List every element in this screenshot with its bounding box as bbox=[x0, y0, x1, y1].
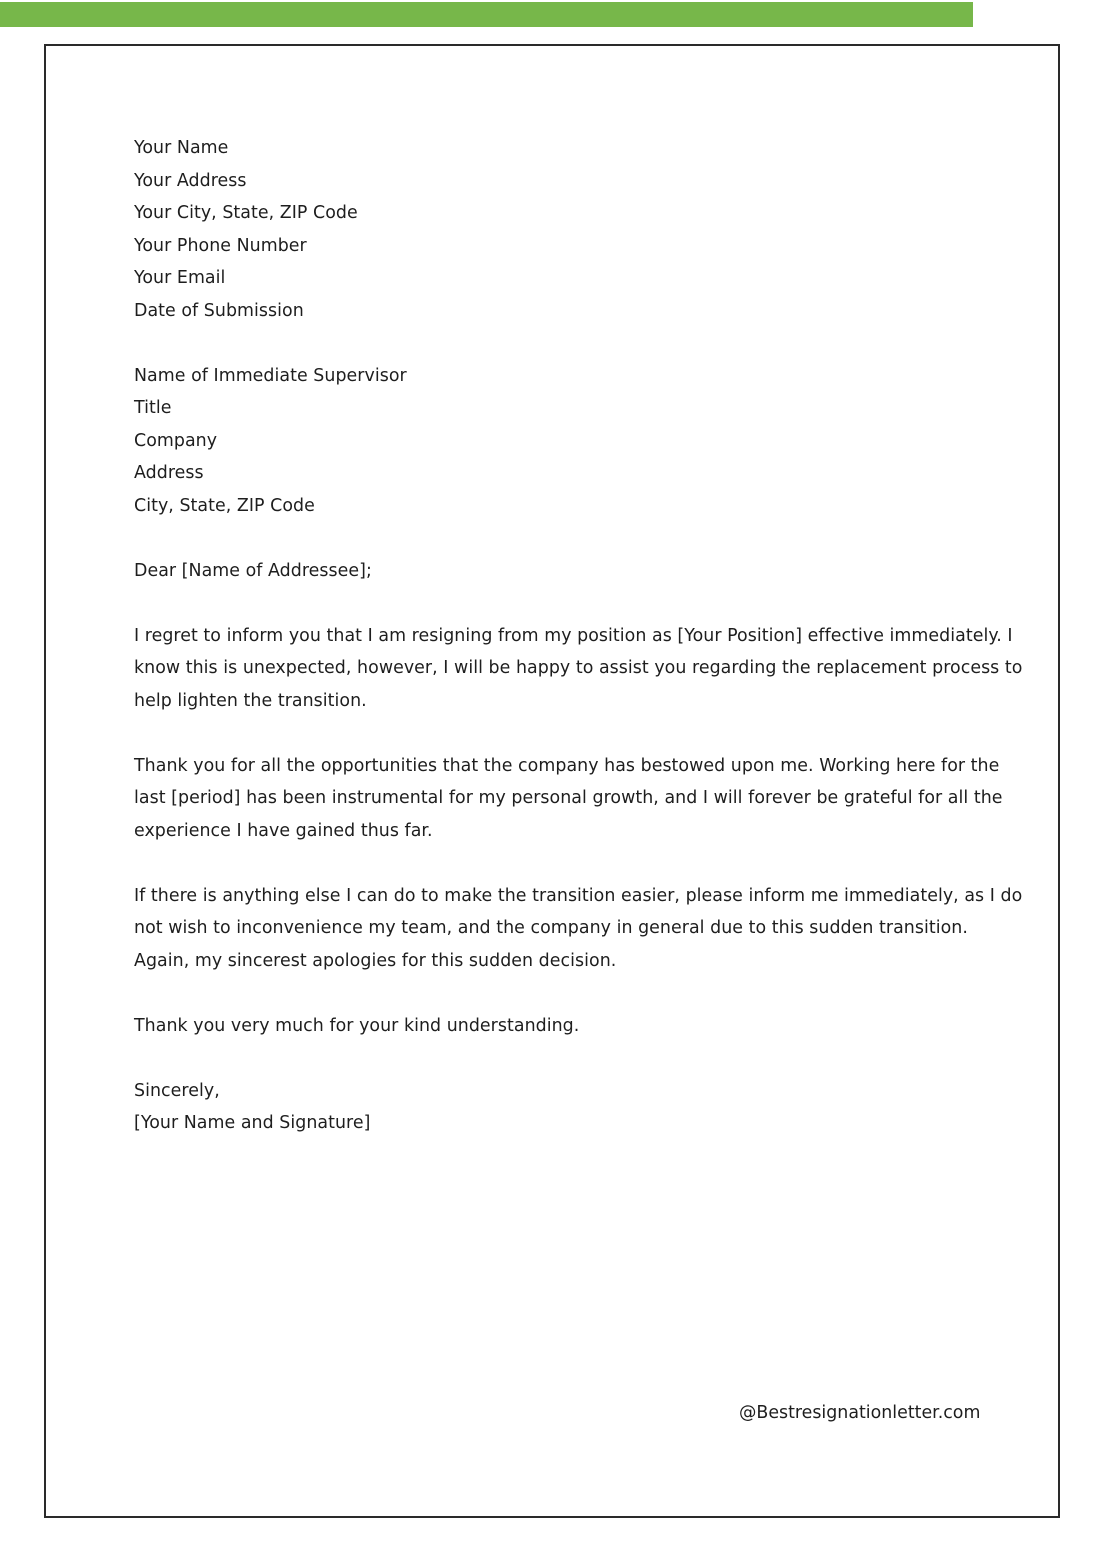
paragraph-line: experience I have gained thus far. bbox=[134, 820, 433, 841]
top-accent-bar bbox=[0, 2, 973, 27]
closing-block bbox=[134, 1075, 984, 1140]
paragraph-line: last [period] has been instrumental for my personal growth, and I will forever be grateful for all the bbox=[134, 788, 1003, 808]
salutation: Dear [Name of Addressee]; bbox=[134, 560, 372, 581]
paragraph-line: If there is anything else I can do to make the transition easier, please inform me immediately, as I do bbox=[134, 885, 1023, 906]
paragraph-line: I regret to inform you that I am resigning from my position as [Your Position] effective immediately. I bbox=[134, 625, 1013, 646]
valediction: Sincerely, bbox=[134, 1080, 220, 1101]
paragraph-line: not wish to inconvenience my team, and the company in general due to this sudden transition. bbox=[134, 918, 968, 938]
paragraph-line: Again, my sincerest apologies for this sudden decision. bbox=[134, 950, 617, 971]
recipient-block bbox=[134, 360, 984, 523]
paragraph-line: help lighten the transition. bbox=[134, 690, 367, 711]
letter-body bbox=[134, 132, 1023, 1140]
sender-name: Your Name bbox=[134, 138, 229, 158]
sender-email: Your Email bbox=[134, 268, 226, 288]
sender-city-state-zip: Your City, State, ZIP Code bbox=[134, 203, 358, 223]
signature-placeholder: [Your Name and Signature] bbox=[134, 1113, 371, 1133]
body-paragraph-2 bbox=[134, 750, 1003, 848]
recipient-address: Address bbox=[134, 463, 204, 483]
recipient-title: Title bbox=[134, 398, 172, 418]
sender-phone: Your Phone Number bbox=[134, 235, 307, 256]
recipient-name: Name of Immediate Supervisor bbox=[134, 365, 407, 386]
paragraph-line: know this is unexpected, however, I will be happy to assist you regarding the replacement process to bbox=[134, 658, 1023, 678]
body-paragraph-1 bbox=[134, 620, 1023, 718]
website-credit: @Bestresignationletter.com bbox=[739, 1403, 981, 1423]
submission-date: Date of Submission bbox=[134, 300, 304, 321]
sender-address: Your Address bbox=[134, 170, 247, 191]
recipient-company: Company bbox=[134, 430, 218, 451]
recipient-city-state-zip: City, State, ZIP Code bbox=[134, 495, 315, 516]
body-paragraph-3 bbox=[134, 880, 1023, 978]
sender-block bbox=[134, 132, 984, 327]
body-paragraph-4: Thank you very much for your kind understanding. bbox=[134, 1015, 580, 1036]
paragraph-line: Thank you for all the opportunities that the company has bestowed upon me. Working here for the bbox=[134, 755, 1000, 776]
